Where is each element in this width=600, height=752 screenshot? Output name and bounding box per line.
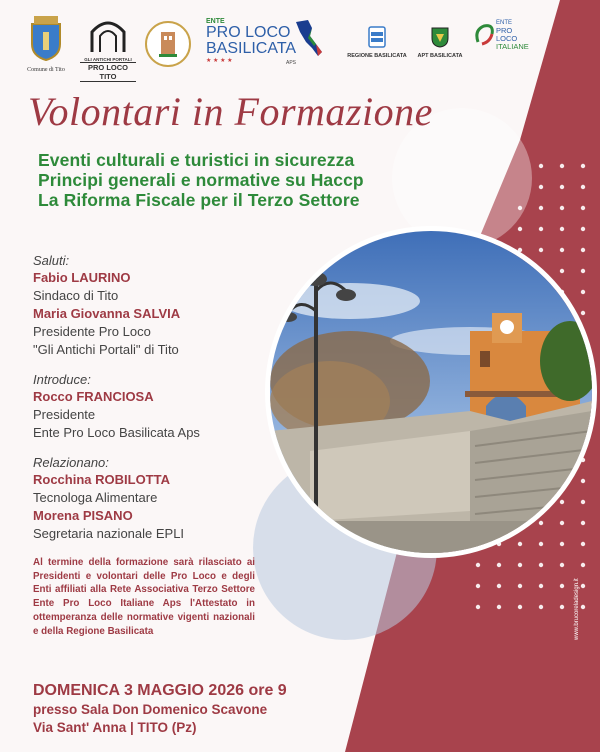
designer-credit: www.brucoreladesign.it [574,578,580,640]
ente-proloco-basilicata-logo [206,18,326,64]
decor-dot [581,269,585,273]
antichi-portali-logo [80,18,136,82]
decor-dot [518,542,522,546]
antichi-portali-main: PRO LOCO TITO [80,62,136,82]
event-venue: presso Sala Don Domenico Scavone [33,702,268,717]
decor-dot [497,584,501,588]
regione-basilicata-logo [340,26,414,59]
decor-dot [560,605,564,609]
aps-label: APS [286,60,297,66]
speaker-role: Presidente Pro Loco [33,324,151,339]
saluti-label: Saluti: [33,253,70,268]
decor-dot [560,269,564,273]
italy-map-icon [290,18,326,62]
tower-emblem-logo [144,20,192,73]
speaker-role: Segretaria nazionale EPLI [33,526,185,541]
decor-dot [518,605,522,609]
decor-dot [560,542,564,546]
decor-dot [560,563,564,567]
italiane-line1: PRO [496,26,513,35]
subtitle-line: Eventi culturali e turistici in sicurezza [38,150,355,170]
decor-dot [581,290,585,294]
apt-basilicata-logo [414,26,466,59]
decor-dot [581,500,585,504]
decor-dot [539,185,543,189]
regione-shield-icon [368,26,386,48]
apt-label: APT BASILICATA [417,53,463,59]
decor-dot [497,605,501,609]
page-title: Volontari in Formazione [28,89,433,134]
decor-dot [539,542,543,546]
decor-dot [518,206,522,210]
decor-dot [560,248,564,252]
introduce-label: Introduce: [33,372,91,387]
regione-label: REGIONE BASILICATA [347,53,407,59]
decor-dot [560,164,564,168]
decor-dot [581,563,585,567]
decor-dot [581,248,585,252]
decor-dot [581,311,585,315]
decor-dot [581,164,585,168]
proloco-italiane-logo [474,20,540,51]
decor-dot [560,185,564,189]
stars-icon: ★ ★ ★ ★ [206,58,233,64]
coat-of-arms-icon [26,14,66,62]
speaker-role: Sindaco di Tito [33,288,119,303]
decor-dot [539,605,543,609]
relazionano-label: Relazionano: [33,455,109,470]
decor-dot [518,584,522,588]
proloco-line2: BASILICATA [206,40,297,57]
event-info [33,681,287,737]
comune-logo [20,14,72,73]
decor-dot [560,521,564,525]
subtitle-list [38,150,364,210]
italiane-line2: LOCO [496,34,518,43]
decor-dot [539,206,543,210]
decor-dot [497,563,501,567]
decor-dot [476,605,480,609]
event-date: DOMENICA 3 MAGGIO 2026 ore 9 [33,682,287,699]
comune-caption: Comune di Tito [27,67,65,73]
decor-dot [581,479,585,483]
decor-dot [476,584,480,588]
event-address: Via Sant' Anna | TITO (Pz) [33,720,197,735]
italiane-line3: ITALIANE [496,42,529,51]
swirl-icon [474,22,496,48]
decor-dot [539,521,543,525]
speaker-name: Maria Giovanna SALVIA [33,306,181,321]
certificate-note: Al termine della formazione sarà rilasciato ai Presidenti e volontari delle Pro Loco e degli Enti affiliati alla Rete Associativa Terzo Settore Ente Pro Loco Italiane Aps l'Attestato in ottemperanza delle normative vigenti nazionali e della Regione Basilicata [33,557,255,637]
decor-dot [539,227,543,231]
proloco-line1: PRO LOCO [206,24,291,41]
decor-dot [581,206,585,210]
speaker-name: Rocchina ROBILOTTA [33,472,170,487]
speakers-list [33,252,273,543]
decor-dot [581,584,585,588]
town-photo [265,226,597,558]
decor-dot [581,542,585,546]
ente-label: ENTE [206,18,225,25]
subtitle-line: La Riforma Fiscale per il Terzo Settore [38,190,360,210]
decor-dot [560,227,564,231]
speaker-name: Fabio LAURINO [33,270,131,285]
decor-dot [476,563,480,567]
speaker-role: Ente Pro Loco Basilicata Aps [33,425,200,440]
decor-dot [581,185,585,189]
decor-dot [560,500,564,504]
decor-dot [560,206,564,210]
decor-dot [581,521,585,525]
speaker-role: "Gli Antichi Portali" di Tito [33,342,179,357]
arch-portal-icon [88,18,128,52]
subtitle-line: Principi generali e normative su Haccp [38,170,364,190]
tower-emblem-icon [144,20,192,68]
speaker-name: Rocco FRANCIOSA [33,389,154,404]
antichi-portali-top: GLI ANTICHI PORTALI [84,57,132,62]
town-square-illustration [270,231,592,553]
decor-dot [539,584,543,588]
italiane-ente: ENTE [496,20,513,26]
decor-dot [560,584,564,588]
speaker-role: Presidente [33,407,96,422]
decor-dot [539,248,543,252]
decor-dot [581,227,585,231]
speaker-name: Morena PISANO [33,508,133,523]
decor-dot [518,563,522,567]
decor-dot [518,227,522,231]
decor-dot [539,164,543,168]
speaker-role: Tecnologa Alimentare [33,490,158,505]
decor-dot [539,563,543,567]
decor-dot [581,605,585,609]
apt-shield-icon [431,26,449,48]
